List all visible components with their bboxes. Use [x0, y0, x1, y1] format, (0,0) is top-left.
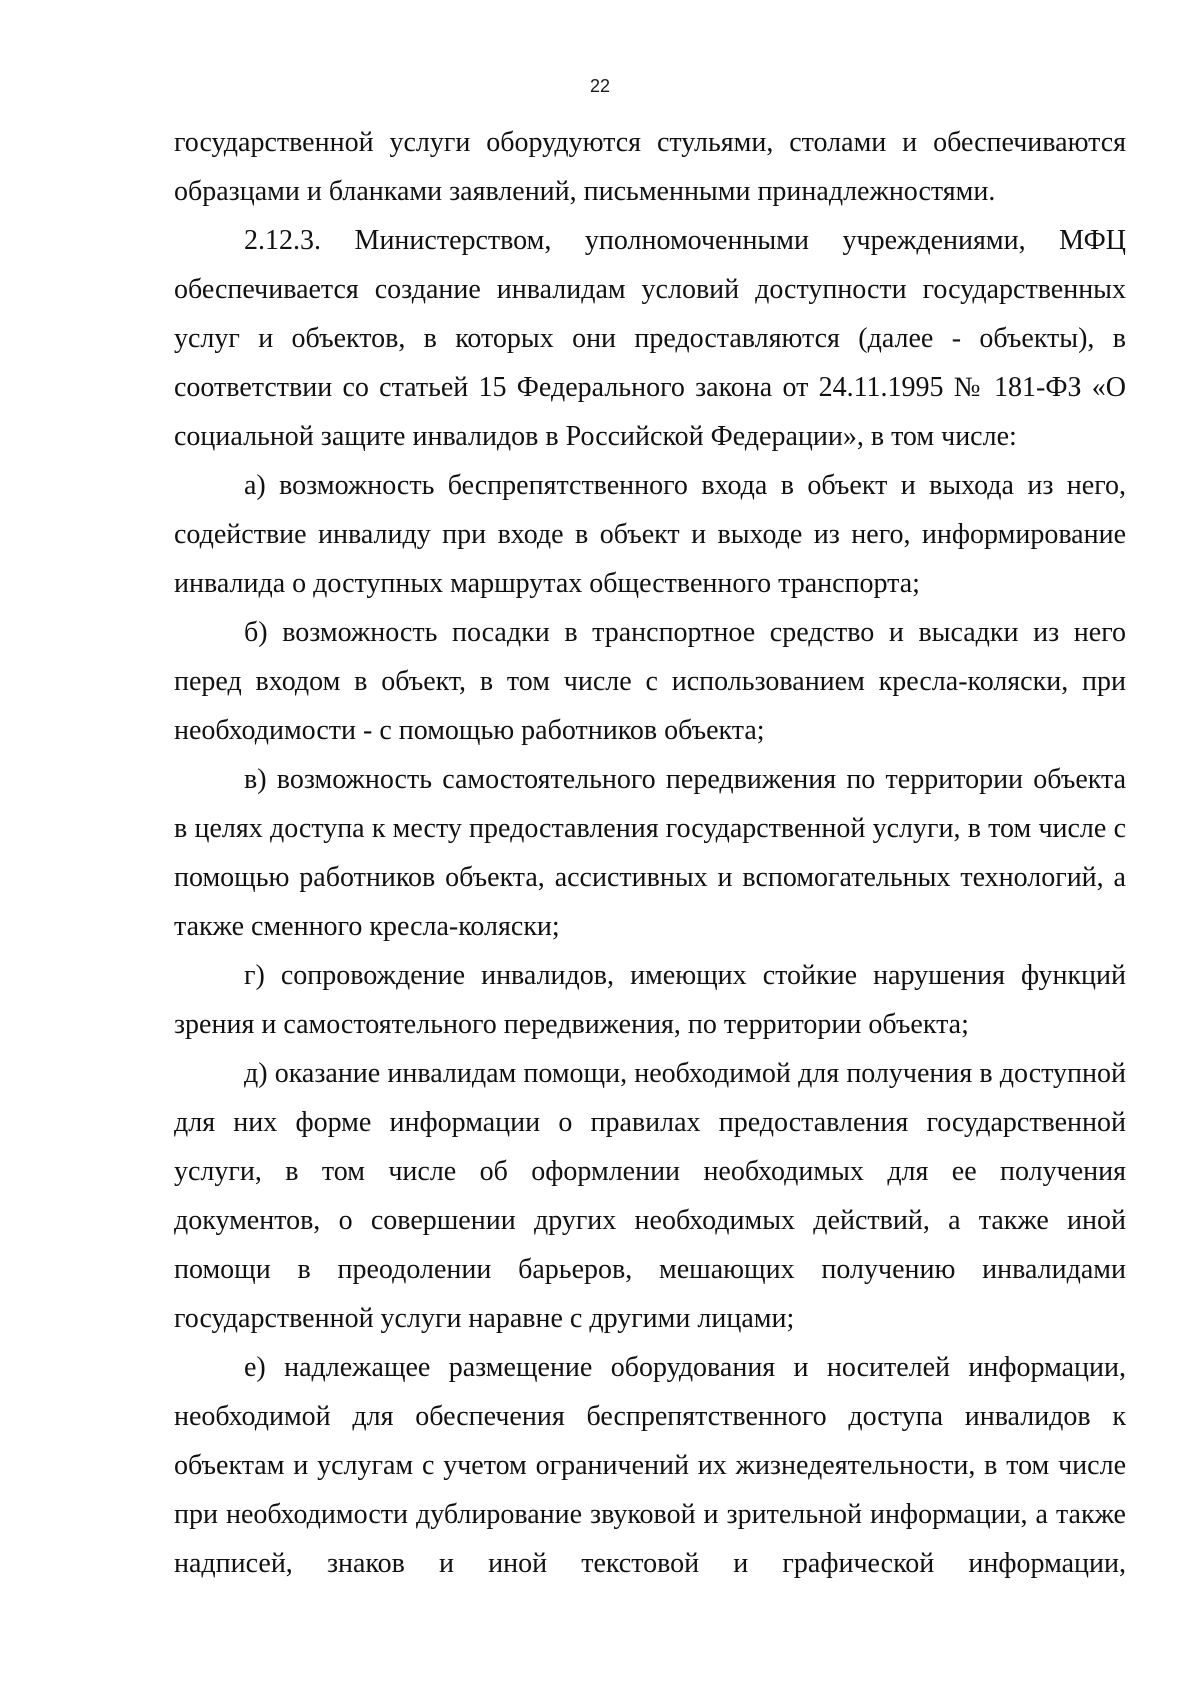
paragraph-item-g: г) сопровождение инвалидов, имеющих стойкие нарушения функций зрения и самостоятельного передвижения, по территории объекта; — [174, 960, 1126, 1040]
paragraph-item-a: а) возможность беспрепятственного входа в объект и выхода из него, содействие инвалиду при входе в объект и выходе из него, информирование инвалида о доступных маршрутах общественного транспорта; — [174, 470, 1126, 599]
page-number: 22 — [589, 76, 611, 96]
paragraph-item-e: е) надлежащее размещение оборудования и носителей информации, необходимой для обеспечения беспрепятственного доступа инвалидов к объектам и услугам с учетом ограничений их жизнедеятельности, в том числе при необходимости дублирование звуковой и зрительной информации, а также надписей, знаков и иной текстовой и графической информации, — [174, 1352, 1126, 1579]
paragraph-continuation: государственной услуги оборудуются стульями, столами и обеспечиваются образцами и бланками заявлений, письменными принадлежностями. — [174, 127, 1126, 207]
paragraph-item-d: д) оказание инвалидам помощи, необходимой для получения в доступной для них форме информации о правилах предоставления государственной услуги, в том числе об оформлении необходимых для ее получения документов, о совершении других необходимых действий, а также иной помощи в преодолении барьеров, мешающих получению инвалидами государственной услуги наравне с другими лицами; — [174, 1058, 1126, 1334]
document-body — [174, 118, 1126, 1588]
paragraph-item-v: в) возможность самостоятельного передвижения по территории объекта в целях доступа к месту предоставления государственной услуги, в том числе с помощью работников объекта, ассистивных и вспомогательных технологий, а также сменного кресла-коляски; — [174, 764, 1126, 942]
paragraph-item-b: б) возможность посадки в транспортное средство и высадки из него перед входом в объект, в том числе с использованием кресла-коляски, при необходимости - с помощью работников объекта; — [174, 617, 1126, 746]
paragraph-2-12-3: 2.12.3. Министерством, уполномоченными учреждениями, МФЦ обеспечивается создание инвалидам условий доступности государственных услуг и объектов, в которых они предоставляются (далее - объекты), в соответствии со статьей 15 Федерального закона от 24.11.1995 № 181-ФЗ «О социальной защите инвалидов в Российской Федерации», в том числе: — [174, 225, 1126, 452]
